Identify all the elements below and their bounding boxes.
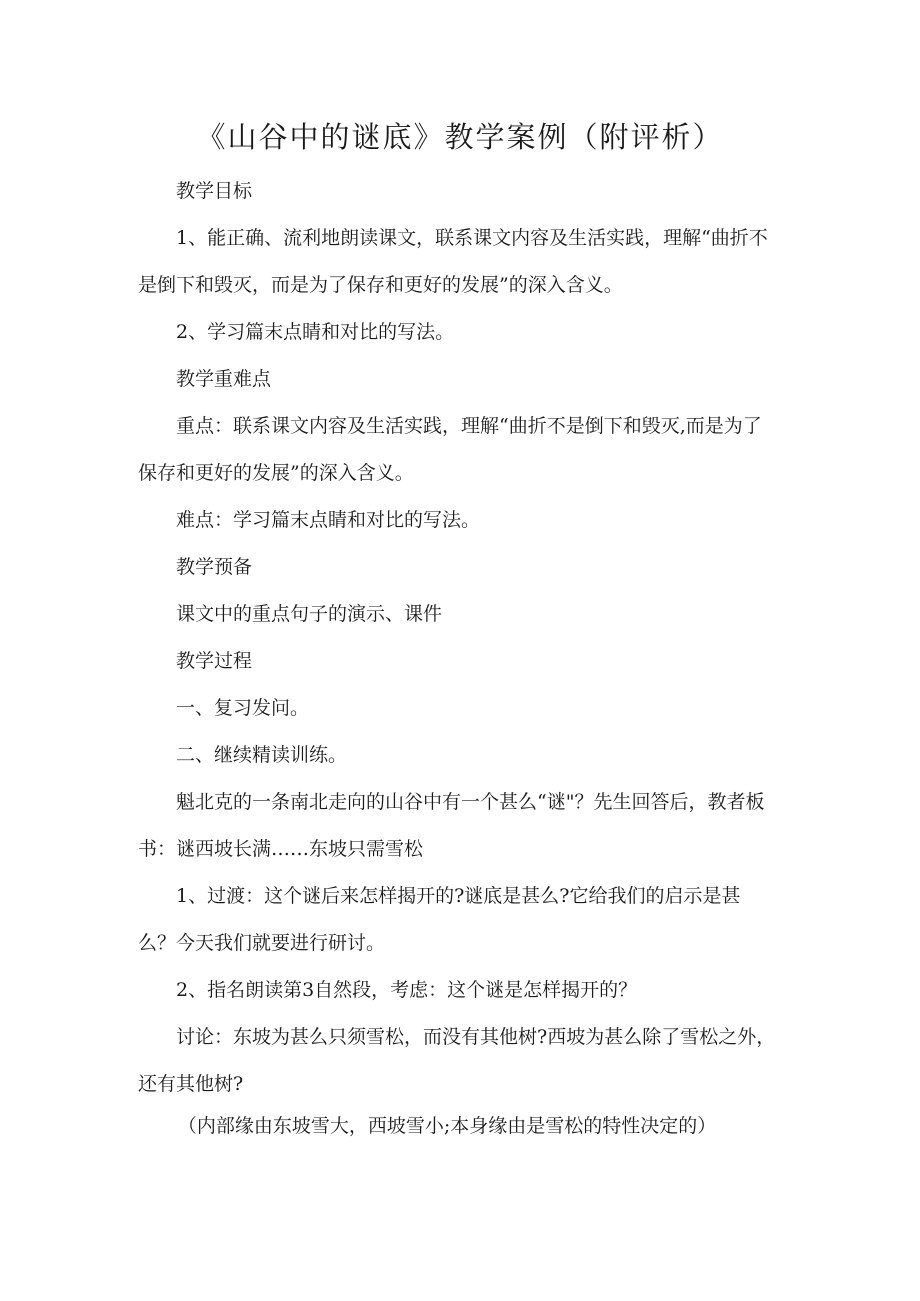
paragraph-riddle-question: 魁北克的一条南北走向的山谷中有一个甚么“谜"？先生回答后，教者板书：谜西坡长满……东坡只需雪松: [138, 791, 765, 860]
paragraph-step-1: 一、复习发问。: [176, 697, 310, 719]
paragraph-heading-preparation: 教学预备: [176, 556, 253, 578]
document-body: [138, 168, 778, 1144]
paragraph-transition: 1、过渡：这个谜后来怎样揭开的?谜底是甚么?它给我们的启示是甚么？今天我们就要进行研讨。: [138, 885, 741, 954]
document-title: 《山谷中的谜底》教学案例（附评析）: [196, 120, 724, 154]
paragraph-goal-2: 2、学习篇末点睛和对比的写法。: [176, 321, 455, 343]
paragraph-heading-key-difficult-points: 教学重难点: [176, 368, 272, 390]
paragraph-goal-1: 1、能正确、流利地朗读课文，联系课文内容及生活实践，理解“曲折不是倒下和毁灭，而是为了保存和更好的发展”的深入含义。: [138, 227, 768, 296]
paragraph-discussion: 讨论：东坡为甚么只须雪松，而没有其他树?西坡为甚么除了雪松之外，还有其他树?: [138, 1026, 776, 1095]
paragraph-key-point: 重点：联系课文内容及生活实践，理解“曲折不是倒下和毁灭,而是为了保存和更好的发展”的深入含义。: [138, 415, 762, 484]
paragraph-preparation: 课文中的重点句子的演示、课件: [176, 603, 443, 625]
paragraph-heading-process: 教学过程: [176, 650, 253, 672]
paragraph-step-2: 二、继续精读训练。: [176, 744, 348, 766]
paragraph-heading-teaching-goals: 教学目标: [176, 180, 253, 202]
paragraph-answer-note: （内部缘由东坡雪大，西坡雪小;本身缘由是雪松的特性决定的）: [177, 1115, 717, 1137]
paragraph-difficult-point: 难点：学习篇末点睛和对比的写法。: [176, 509, 481, 531]
paragraph-reading-task: 2、指名朗读第3自然段，考虑：这个谜是怎样揭开的？: [176, 979, 638, 1001]
